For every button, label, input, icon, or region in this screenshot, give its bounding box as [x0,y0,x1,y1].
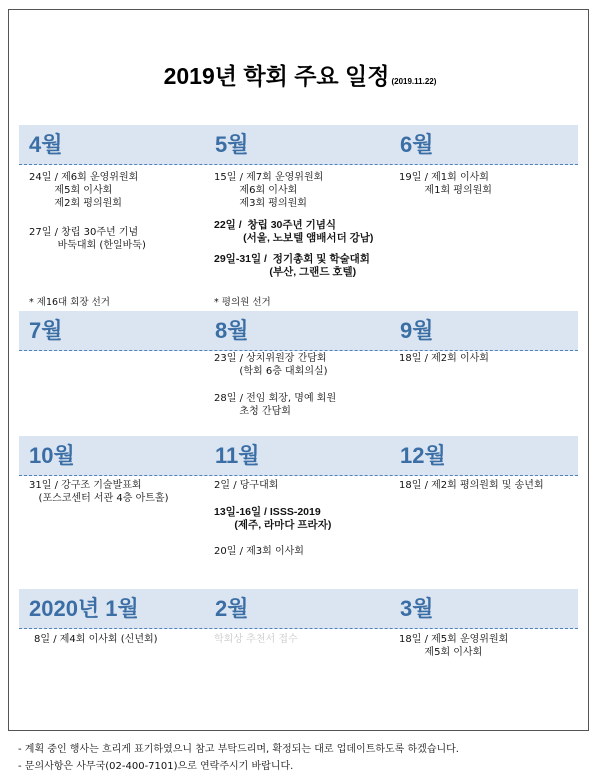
month-october: 10월 [29,443,75,468]
month-band-row2 [19,311,578,351]
event-aug-23: 23일 / 상치위원장 간담회 (학회 6층 대회의실) [214,353,328,377]
event-may-29: 29일-31일 / 정기총회 및 학술대회 (부산, 그랜드 호텔) [214,253,370,278]
event-jun-19: 19일 / 제1회 이사회 제1회 평의원회 [399,172,492,196]
month-august: 8월 [215,318,249,343]
month-january-2020: 2020년 1월 [29,596,139,621]
event-sep-18: 18일 / 제2회 이사회 [399,353,489,364]
month-june: 6월 [400,132,434,157]
event-apr-27: 27일 / 창립 30주년 기념 바둑대회 (한일바둑) [29,227,146,251]
page-title [0,58,600,91]
month-september: 9월 [400,318,434,343]
month-november: 11월 [215,443,260,468]
event-nov-2: 2일 / 당구대회 [214,480,279,491]
event-dec-18: 18일 / 제2회 평의원회 및 송년회 [399,480,544,491]
month-july: 7월 [29,318,63,343]
event-apr-24: 24일 / 제6회 운영위원회 제5회 이사회 제2회 평의원회 [29,172,139,209]
month-april: 4월 [29,132,63,157]
month-december: 12월 [400,443,446,468]
event-oct-31: 31일 / 강구조 기술발표회 (포스코센터 서관 4층 아트홀) [29,480,169,504]
month-march: 3월 [400,596,434,621]
footer-note-contact: - 문의사항은 사무국(02-400-7101)으로 연락주시기 바랍니다. [18,761,294,772]
event-may-22: 22일 / 창립 30주년 기념식 (서울, 노보텔 앰배서더 강남) [214,219,374,244]
month-band-row3 [19,436,578,476]
footer-note-planned: - 계획 중인 행사는 흐리게 표기하였으니 참고 부탁드리며, 확정되는 대로 업데이트하도록 하겠습니다. [18,744,459,755]
month-band-row1 [19,125,578,165]
event-feb-award-nomination: 학회상 추천서 접수 [214,634,298,645]
event-jan-8: 8일 / 제4회 이사회 (신년회) [34,634,158,645]
month-may: 5월 [215,132,249,157]
title-date: (2019.11.22) [391,77,437,86]
month-band-row4 [19,589,578,629]
event-aug-28: 28일 / 전임 회장, 명예 회원 초청 간담회 [214,393,337,417]
title-text: 2019년 학회 주요 일정 [163,63,390,89]
month-february: 2월 [215,596,249,621]
event-nov-13: 13일-16일 / ISSS-2019 (제주, 라마다 프라자) [214,506,332,531]
event-mar-18: 18일 / 제5회 운영위원회 제5회 이사회 [399,634,509,658]
note-council-election: * 평의원 선거 [214,297,271,308]
event-nov-20: 20일 / 제3회 이사회 [214,546,304,557]
event-may-15: 15일 / 제7회 운영위원회 제6회 이사회 제3회 평의원회 [214,172,324,209]
note-president-election: * 제16대 회장 선거 [29,297,110,308]
